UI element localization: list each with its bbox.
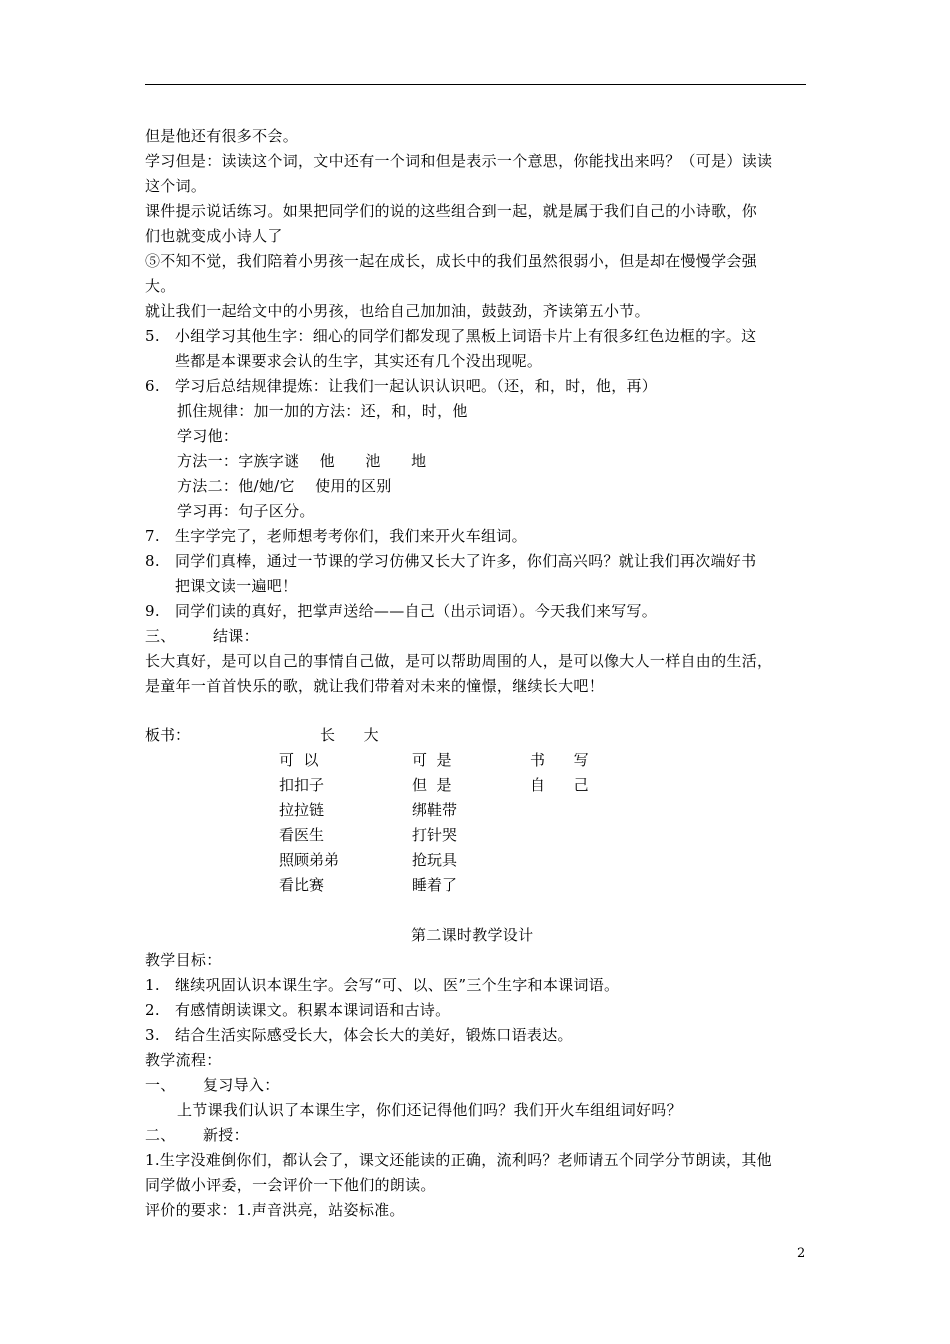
text-line: 1.生字没难倒你们，都认会了，课文还能读的正确，流利吗？老师请五个同学分节朗读，其他 (145, 1151, 772, 1169)
text-line: 评价的要求：1.声音洪亮，站姿标准。 (145, 1201, 405, 1219)
list-item-text: 同学们读的真好，把掌声送给——自己（出示词语）。今天我们来写写。 (175, 602, 658, 620)
board-word: 可 以 (279, 751, 319, 769)
sub-item: 抓住规律：加一加的方法：还，和，时，他 (177, 402, 468, 420)
section-title: 新授： (203, 1126, 249, 1144)
sub-item: 学习再：句子区分。 (177, 502, 315, 520)
header-rule (145, 84, 806, 85)
text-line: 这个词。 (145, 177, 207, 195)
text-line: 长大真好，是可以自己的事情自己做，是可以帮助周围的人，是可以像大人一样自由的生活， (145, 652, 773, 670)
lesson-title: 第二课时教学设计 (411, 926, 534, 944)
list-number: 2. (145, 1001, 160, 1019)
section-number: 三、 (145, 627, 176, 645)
text-line: 们也就变成小诗人了 (145, 227, 283, 245)
board-word: 绑鞋带 (412, 801, 458, 819)
goals-label: 教学目标： (145, 951, 222, 969)
list-item-text: 同学们真棒，通过一节课的学习仿佛又长大了许多，你们高兴吗？就让我们再次端好书 (175, 552, 757, 570)
list-number: 7. (145, 527, 160, 545)
board-word: 照顾弟弟 (279, 851, 340, 869)
list-number: 3. (145, 1026, 160, 1044)
board-word: 扣扣子 (279, 776, 325, 794)
text-line: 课件提示说话练习。如果把同学们的说的这些组合到一起，就是属于我们自己的小诗歌，你 (145, 202, 758, 220)
list-item-text: 把课文读一遍吧！ (175, 577, 298, 595)
board-word: 看比赛 (279, 876, 325, 894)
list-number: 9. (145, 602, 160, 620)
text-line: ⑤不知不觉，我们陪着小男孩一起在成长，成长中的我们虽然很弱小，但是却在慢慢学会强 (145, 252, 758, 270)
flow-label: 教学流程： (145, 1051, 222, 1069)
board-word: 自 己 (530, 776, 589, 794)
goal-item: 有感情朗读课文。积累本课词语和古诗。 (175, 1001, 451, 1019)
board-word: 睡着了 (412, 876, 458, 894)
list-item-text: 学习后总结规律提炼：让我们一起认识认识吧。（还，和，时，他，再） (175, 377, 658, 395)
text-line: 大。 (145, 277, 176, 295)
list-item-text: 些都是本课要求会认的生字，其实还有几个没出现呢。 (175, 352, 543, 370)
board-word: 抢玩具 (412, 851, 458, 869)
text-line: 同学做小评委，一会评价一下他们的朗读。 (145, 1176, 436, 1194)
text-line: 就让我们一起给文中的小男孩，也给自己加加油，鼓鼓劲，齐读第五小节。 (145, 302, 650, 320)
list-number: 1. (145, 976, 160, 994)
goal-item: 结合生活实际感受长大，体会长大的美好，锻炼口语表达。 (175, 1026, 573, 1044)
board-label: 板书： (145, 726, 191, 744)
text-line: 但是他还有很多不会。 (145, 127, 299, 145)
list-number: 8. (145, 552, 160, 570)
section-title: 结课： (213, 627, 259, 645)
sub-item: 学习他： (177, 427, 239, 445)
board-word: 书 写 (530, 751, 589, 769)
sub-item: 方法二：他/她/它 使用的区别 (177, 477, 392, 495)
section-number: 二、 (145, 1126, 176, 1144)
list-number: 6. (145, 377, 160, 395)
list-item-text: 生字学完了，老师想考考你们，我们来开火车组词。 (175, 527, 527, 545)
board-title: 长 大 (320, 726, 379, 744)
sub-item: 方法一：字族字谜 他 池 地 (177, 452, 427, 470)
list-number: 5. (145, 327, 160, 345)
page-number: 2 (797, 1246, 806, 1261)
board-word: 但 是 (412, 776, 452, 794)
board-word: 看医生 (279, 826, 325, 844)
section-number: 一、 (145, 1076, 176, 1094)
text-line: 学习但是：读读这个词，文中还有一个词和但是表示一个意思，你能找出来吗？（可是）读读 (145, 152, 773, 170)
text-line: 上节课我们认识了本课生字，你们还记得他们吗？我们开火车组组词好吗？ (177, 1101, 682, 1119)
text-line: 是童年一首首快乐的歌，就让我们带着对未来的憧憬，继续长大吧！ (145, 677, 605, 695)
board-word: 可 是 (412, 751, 452, 769)
list-item-text: 小组学习其他生字：细心的同学们都发现了黑板上词语卡片上有很多红色边框的字。这 (175, 327, 757, 345)
board-word: 拉拉链 (279, 801, 325, 819)
goal-item: 继续巩固认识本课生字。会写“可、以、医”三个生字和本课词语。 (175, 976, 620, 994)
section-title: 复习导入： (203, 1076, 280, 1094)
board-word: 打针哭 (412, 826, 458, 844)
